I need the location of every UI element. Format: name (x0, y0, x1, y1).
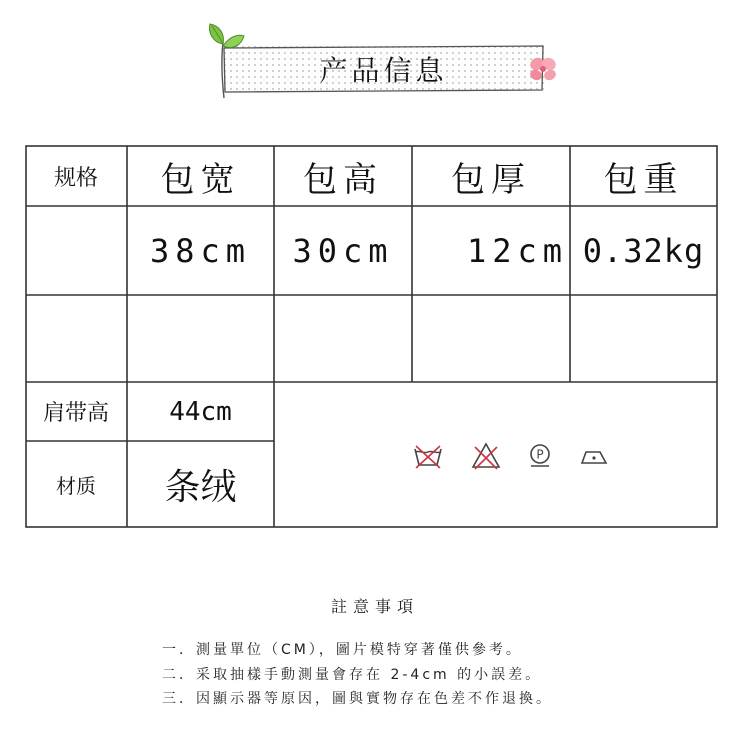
svg-text:P: P (536, 447, 544, 462)
flower-icon (526, 54, 560, 84)
material-label: 材质 (56, 473, 96, 498)
header-weight: 包重 (603, 159, 684, 200)
value-weight: 0.32kg (582, 231, 705, 270)
strap-label: 肩带高 (42, 401, 109, 426)
value-height: 30cm (292, 231, 394, 270)
banner-title: 产品信息 (319, 54, 448, 87)
note-item-2: 二．采取抽樣手動測量會存在 2-4cm 的小誤差。 (162, 667, 543, 683)
title-banner (222, 44, 545, 94)
notes-title: 註意事項 (330, 597, 419, 616)
header-depth: 包厚 (451, 159, 531, 200)
header-width: 包宽 (160, 159, 241, 200)
value-width: 38cm (149, 231, 252, 270)
iron-low-temp-icon (578, 441, 612, 471)
no-machine-wash-icon (412, 441, 446, 471)
note-item-3: 三．因顯示器等原因，圖與實物存在色差不作退換。 (162, 691, 553, 707)
strap-value: 44cm (169, 396, 232, 427)
no-bleach-icon (470, 441, 504, 471)
header-height: 包高 (303, 159, 383, 200)
sprout-icon (206, 20, 246, 100)
professional-dry-clean-icon (527, 441, 561, 471)
spec-table (25, 145, 718, 528)
note-item-1: 一．測量單位（CM），圖片模特穿著僅供參考。 (162, 642, 523, 658)
material-value: 条绒 (164, 466, 237, 508)
value-depth: 12cm (466, 231, 568, 270)
spec-label: 规格 (53, 165, 98, 191)
